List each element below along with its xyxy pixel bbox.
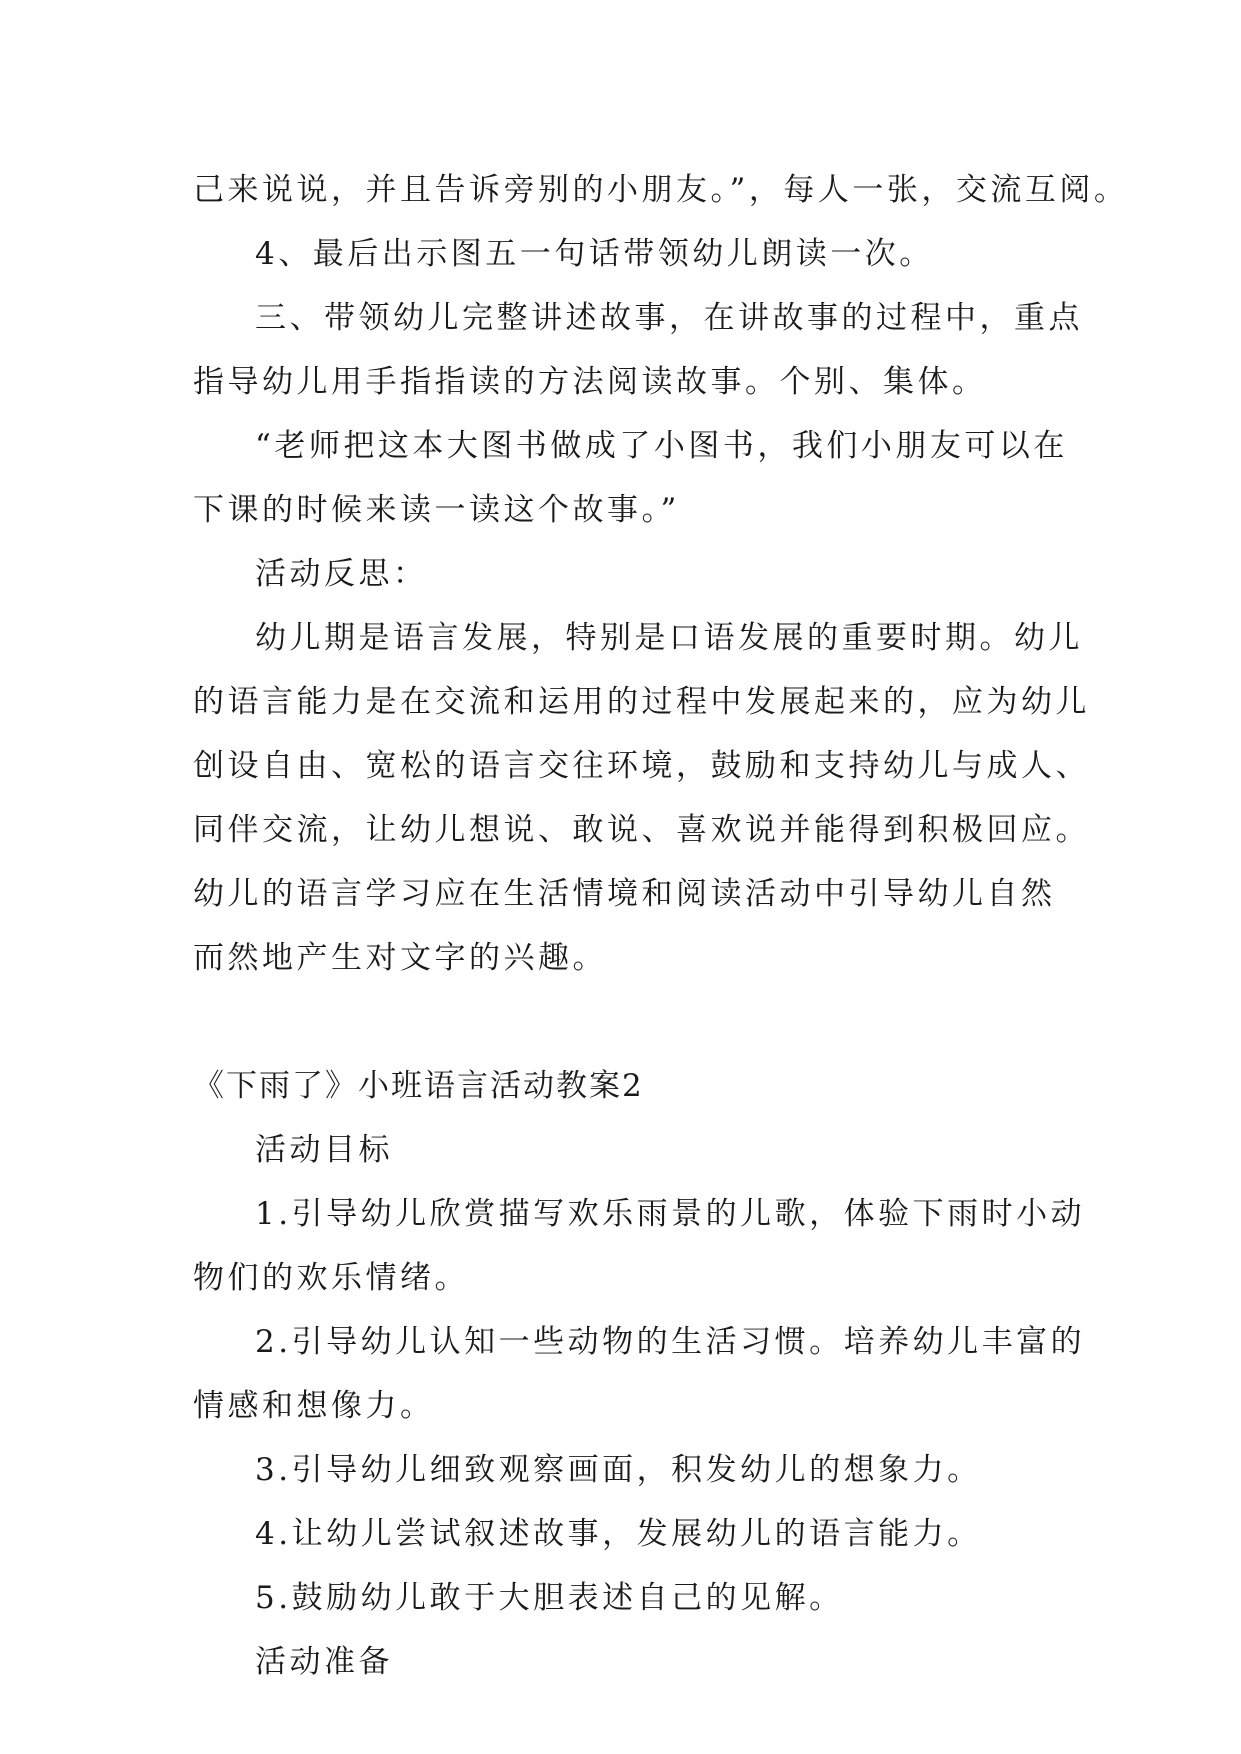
text-line: 幼儿的语言学习应在生活情境和阅读活动中引导幼儿自然 — [193, 876, 1056, 912]
text-line: 创设自由、宽松的语言交往环境，鼓励和支持幼儿与成人、 — [193, 748, 1090, 784]
paragraph-goal-1 — [193, 1182, 1086, 1310]
section-title: 《下雨了》小班语言活动教案2 — [193, 1068, 644, 1104]
paragraph-reflection — [193, 606, 1090, 990]
text-line: 同伴交流，让幼儿想说、敢说、喜欢说并能得到积极回应。 — [193, 812, 1090, 848]
text-line: 活动准备 — [255, 1644, 393, 1680]
paragraph-step-4 — [193, 222, 1063, 286]
paragraph-goal-4 — [193, 1502, 1063, 1566]
text-line: 幼儿期是语言发展，特别是口语发展的重要时期。幼儿 — [255, 620, 1083, 656]
paragraph-step-3 — [193, 286, 1083, 414]
paragraph-goal-5 — [193, 1566, 1063, 1630]
text-line: 4.让幼儿尝试叙述故事，发展幼儿的语言能力。 — [255, 1516, 982, 1552]
paragraph-goal-2 — [193, 1310, 1086, 1438]
text-line: 3.引导幼儿细致观察画面，积发幼儿的想象力。 — [255, 1452, 982, 1488]
text-line: 活动目标 — [255, 1132, 393, 1168]
text-line: 2.引导幼儿认知一些动物的生活习惯。培养幼儿丰富的 — [255, 1324, 1086, 1360]
paragraph-teacher-quote — [193, 414, 1068, 542]
text-line: 的语言能力是在交流和运用的过程中发展起来的，应为幼儿 — [193, 684, 1090, 720]
text-line: 4、最后出示图五一句话带领幼儿朗读一次。 — [255, 236, 934, 272]
text-line: 三、带领幼儿完整讲述故事，在讲故事的过程中，重点 — [255, 300, 1083, 336]
text-line: 情感和想像力。 — [193, 1388, 435, 1424]
text-line: 活动反思： — [255, 556, 428, 592]
text-line: “老师把这本大图书做成了小图书，我们小朋友可以在 — [255, 428, 1068, 464]
paragraph-goal-3 — [193, 1438, 1063, 1502]
text-line: 己来说说，并且告诉旁别的小朋友。”，每人一张，交流互阅。 — [193, 172, 1129, 208]
paragraph-reflection-heading — [193, 542, 1063, 606]
paragraph-continued — [193, 158, 1129, 222]
document-body — [193, 158, 1129, 1694]
text-line: 5.鼓励幼儿敢于大胆表述自己的见解。 — [255, 1580, 844, 1616]
paragraph-goals-heading — [193, 1118, 1063, 1182]
text-line: 指导幼儿用手指指读的方法阅读故事。个别、集体。 — [193, 364, 987, 400]
text-line: 下课的时候来读一读这个故事。” — [193, 492, 680, 528]
text-line: 而然地产生对文字的兴趣。 — [193, 940, 607, 976]
text-line: 1.引导幼儿欣赏描写欢乐雨景的儿歌，体验下雨时小动 — [255, 1196, 1086, 1232]
text-line: 物们的欢乐情绪。 — [193, 1260, 469, 1296]
paragraph-preparation-heading — [193, 1630, 1063, 1694]
